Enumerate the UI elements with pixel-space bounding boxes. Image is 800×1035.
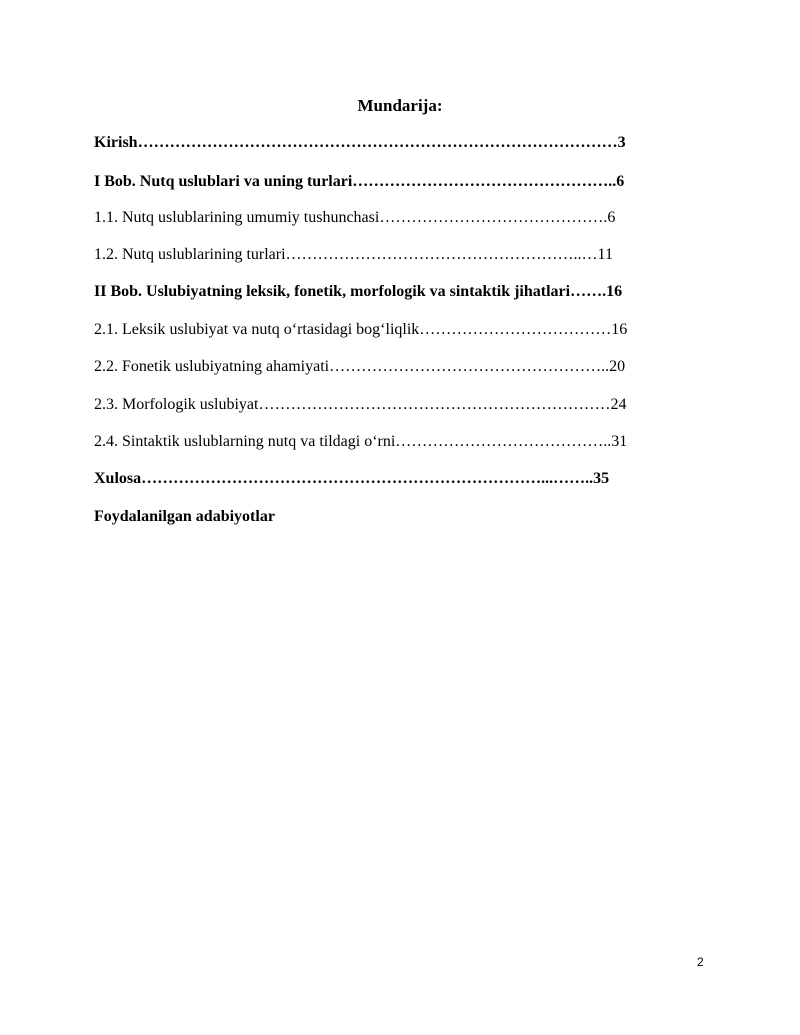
toc-entry-chapter-1: I Bob. Nutq uslublari va uning turlari…………………………………………..6 [94,173,625,190]
toc-entry-kirish: Kirish………………………………………………………………………………3 [94,134,626,151]
toc-entry-section-2-1: 2.1. Leksik uslubiyat va nutq o‘rtasidagi bog‘liqlik………………………………16 [94,321,628,338]
toc-entry-section-1-2: 1.2. Nutq uslublarining turlari………………………………………………..…11 [94,246,613,263]
toc-entry-chapter-2: II Bob. Uslubiyatning leksik, fonetik, morfologik va sintaktik jihatlari…….16 [94,283,623,300]
page-number: 2 [697,955,704,969]
toc-title: Mundarija: [357,96,443,115]
toc-entry-section-2-2: 2.2. Fonetik uslubiyatning ahamiyati……………………………………………..20 [94,358,626,375]
toc-entry-section-2-4: 2.4. Sintaktik uslublarning nutq va tildagi o‘rni…………………………………..31 [94,433,628,450]
toc-entry-bibliography: Foydalanilgan adabiyotlar [94,508,275,525]
toc-entry-section-1-1: 1.1. Nutq uslublarining umumiy tushunchasi…………………………………….6 [94,209,616,226]
toc-entry-xulosa: Xulosa…………………………………………………………………...……..35 [94,470,610,487]
toc-entry-section-2-3: 2.3. Morfologik uslubiyat…………………………………………………………24 [94,396,627,413]
